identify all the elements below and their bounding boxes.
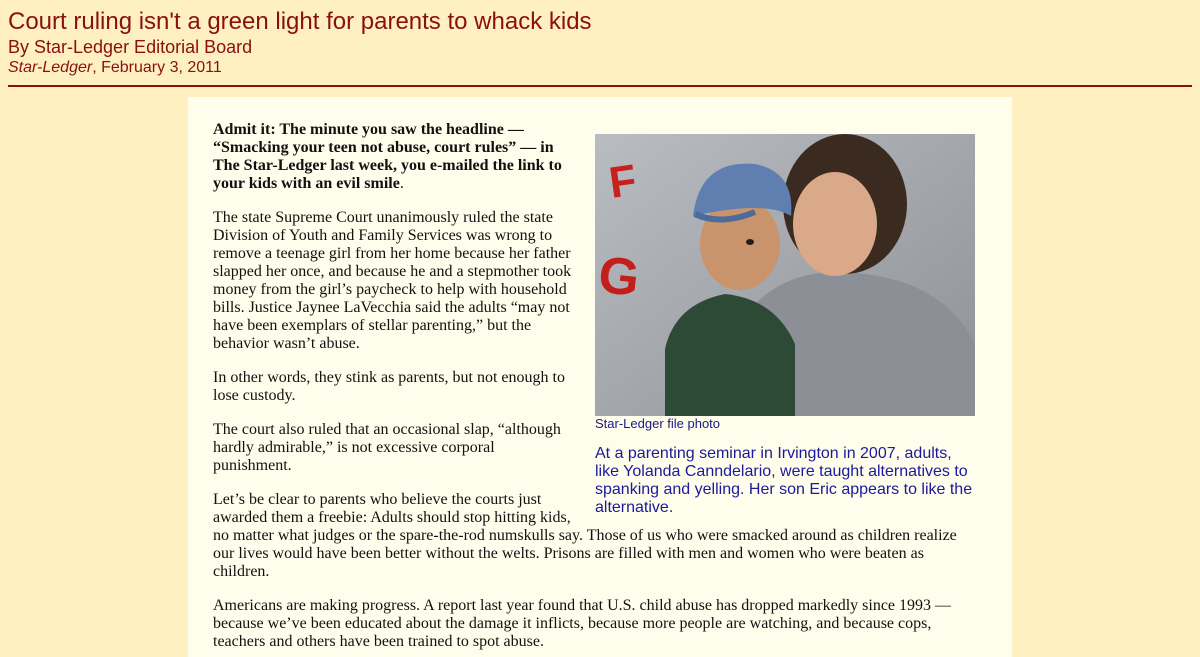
headline: Court ruling isn't a green light for parents to whack kids [8,8,592,35]
photo-mother-and-son [595,134,975,416]
dateline [8,59,1192,77]
photo-letter-f: F [606,155,640,208]
article-header [0,0,1200,77]
article-body [188,97,1012,651]
header-divider [8,85,1192,87]
photo-credit: Star-Ledger file photo [595,416,721,431]
photo-figure [595,134,975,517]
publication-name: Star-Ledger [8,59,93,76]
lead-period: . [399,175,404,192]
photo-caption: At a parenting seminar in Irvington in 2007, adults, like Yolanda Canndelario, were taught alternatives to spanking and yelling. Her son Eric appears to like the alternative. [595,445,973,516]
byline: By Star-Ledger Editorial Board [8,37,253,57]
lead-text: Admit it: The minute you saw the headline — “Smacking your teen not abuse, court rules” — in The Star-Ledger last week, you e-mailed the link to your kids with an evil smile [213,121,562,192]
publication-date: , February 3, 2011 [92,59,222,76]
paragraph-3: The court also ruled that an occasional slap, “although hardly admirable,” is not excessive corporal punishment. [213,421,561,474]
paragraph-2: In other words, they stink as parents, but not enough to lose custody. [213,369,565,404]
photo-letter-g: G [595,245,643,308]
paragraph-5: Americans are making progress. A report last year found that U.S. child abuse has dropped markedly since 1993 — because we’ve been educated about the damage it inflicts, because more people are watching, and because cops, teachers and others have been trained to spot abuse. [213,597,952,650]
article-body-panel [188,97,1012,657]
paragraph-4: Let’s be clear to parents who believe the courts just awarded them a freebie: Adults should stop hitting kids, no matter what judges or the spare-the-rod numskulls say. Those of us who were smacked around as children realize our lives would have been better without the welts. Prisons are filled with men and women who were beaten as children. [213,491,957,580]
paragraph-1: The state Supreme Court unanimously ruled the state Division of Youth and Family Services was wrong to remove a teenage girl from her home because her father slapped her once, and because he and a stepmother took money from the girl’s paycheck to help with household bills. Justice Jaynee LaVecchia said the adults “may not have been exemplars of stellar parenting,” but the behavior wasn’t abuse. [213,209,572,352]
